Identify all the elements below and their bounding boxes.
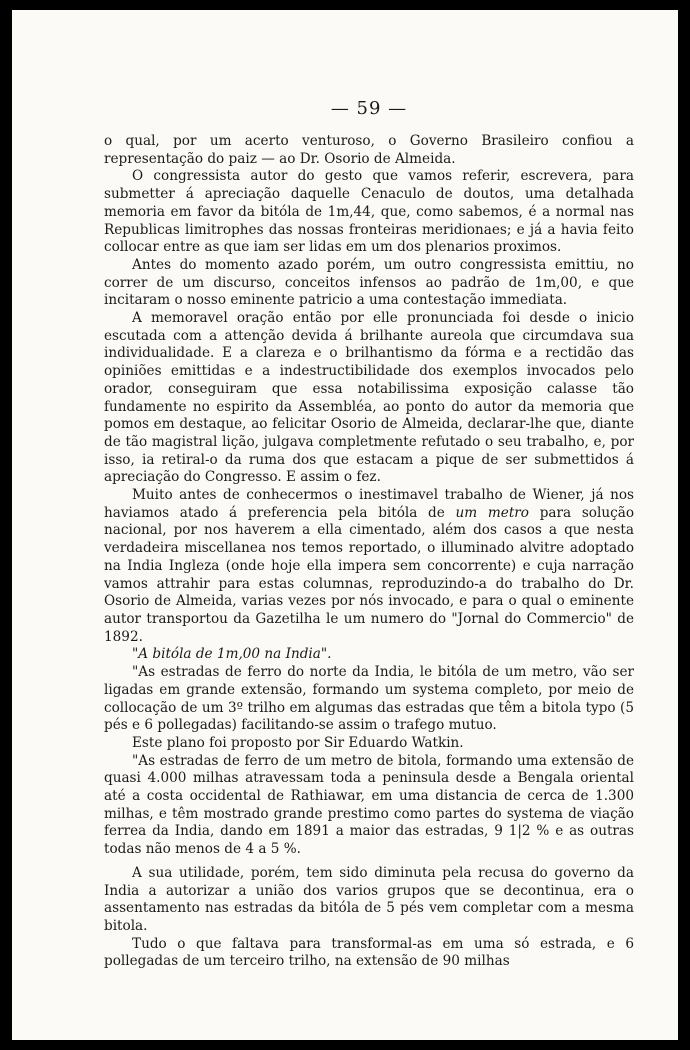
quote-paragraph: A sua utilidade, porém, tem sido diminuta pela recusa do governo da India a autorizar a união dos varios grupos que se decontinua, era o assentamento nas estradas da bitóla de 5 pés vem completar com a mesma bitola. bbox=[104, 864, 634, 934]
quote-paragraph: "As estradas de ferro do norte da India, le bitóla de um metro, vão ser ligadas em grande extensão, formando um systema completo, por meio de collocação de um 3º trilho em algumas das estradas que têm a bitola typo (5 pés e 6 pollegadas) facilitando-se assim o trafego mutuo. bbox=[104, 664, 634, 734]
paragraph: O congressista autor do gesto que vamos referir, escrevera, para submetter á apreciação daquelle Cenaculo de doutos, uma detalhada memoria em favor da bitóla de 1m,44, que, como sabemos, é a normal nas Republicas limitrophes das nossas fronteiras meridionaes; e já a havia feito collocar entre as que iam ser lidas em um dos plenarios proximos. bbox=[104, 168, 634, 256]
quote-paragraph: "As estradas de ferro de um metro de bitola, formando uma extensão de quasi 4.000 milhas atravessam toda a peninsula desde a Bengala oriental até a costa occidental de Rathiawar, em uma distancia de cerca de 1.300 milhas, e têm mostrado grande prestimo como partes do systema de viação ferrea da India, dando em 1891 a maior das estradas, 9 1|2 % e as outras todas não menos de 4 a 5 %. bbox=[104, 752, 634, 858]
paragraph: Antes do momento azado porém, um outro congressista emittiu, no correr de um discurso, conceitos infensos ao padrão de 1m,00, e que incitaram o nosso eminente patricio a uma contestação immediata. bbox=[104, 256, 634, 309]
paragraph-text: para solução nacional, por nos haverem a ella cimentado, além dos casos a que nesta verdadeira miscellanea nos temos reportado, o illuminado alvitre adoptado na India Ingleza (onde hoje ella impera sem concorrente) e cuja narração vamos attrahir para estas columnas, reproduzindo-a do trabalho do Dr. Osorio de Almeida, varias vezes por nós invocado, e para o qual o eminente autor transportou da Gazetilha le um numero do "Jornal do Commercio" de 1892. bbox=[104, 504, 635, 645]
quote-paragraph: Este plano foi proposto por Sir Eduardo Watkin. bbox=[132, 734, 464, 751]
paragraph-text: Muito antes de conhecermos o inestimavel trabalho de Wiener, já nos haviamos atado á preferencia pela bitóla de bbox=[104, 487, 634, 521]
paragraph: A memoravel oração então por elle pronunciada foi desde o inicio escutada com a attenção devida á brilhante aureola que circumdava sua individualidade. E a clareza e o brilhantismo da fórma e a rectidão das opiniões emittidas e a indestructibilidade dos exemplos invocados pelo orador, conseguiram que essa notabilissima exposição calasse tão fundamente no espirito da Assembléa, ao ponto do autor da memoria que pomos em destaque, ao felicitar Osorio de Almeida, declarar-lhe que, diante de tão magistral lição, julgava completmente refutado o seu trabalho, e, por isso, ia retiral-o da ruma dos que estacam a pique de ser submettidos á apreciação do Congresso. E assim o fez. bbox=[104, 310, 634, 486]
section-subtitle: "A bitóla de 1m,00 na India". bbox=[132, 646, 332, 663]
paragraph bbox=[104, 487, 634, 646]
paragraph: o qual, por um acerto venturoso, o Governo Brasileiro confiou a representação do paiz — ao Dr. Osorio de Almeida. bbox=[104, 133, 634, 167]
italic-term: um metro bbox=[455, 504, 529, 521]
book-page bbox=[12, 10, 678, 1040]
quote-paragraph: Tudo o que faltava para transformal-as em uma só estrada, e 6 pollegadas de um terceiro trilho, na extensão de 90 milhas bbox=[104, 935, 634, 970]
page-number: — 59 — bbox=[330, 98, 408, 119]
body-text bbox=[104, 133, 634, 971]
